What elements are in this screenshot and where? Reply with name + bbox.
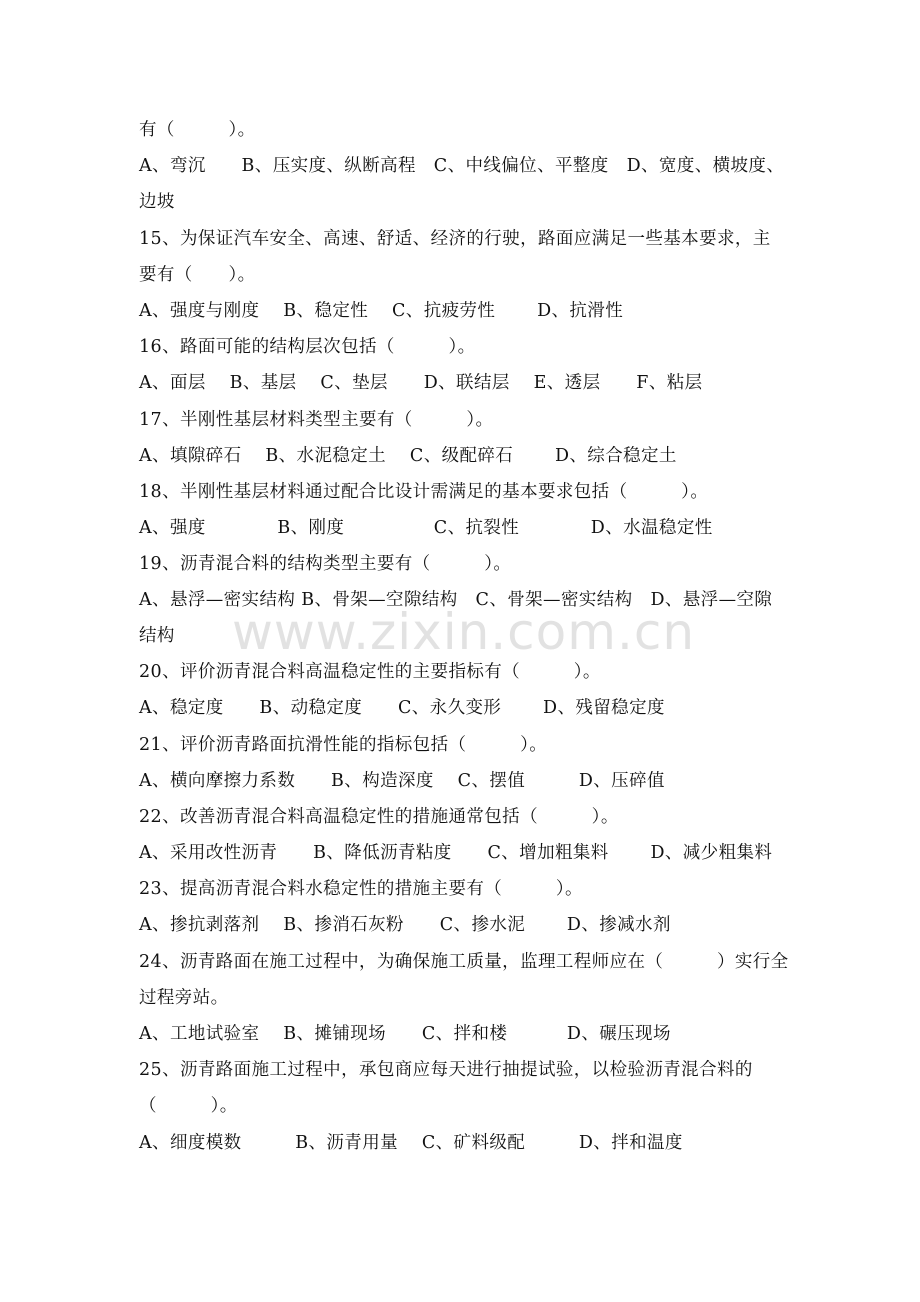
text-line: 过程旁站。	[139, 988, 229, 1008]
text-line: A、面层 B、基层 C、垫层 D、联结层 E、透层 F、粘层	[139, 373, 703, 393]
text-line: 22、改善沥青混合料高温稳定性的措施通常包括（ ）。	[139, 807, 619, 827]
text-line: 21、评价沥青路面抗滑性能的指标包括（ ）。	[139, 735, 548, 755]
text-line: A、强度 B、刚度 C、抗裂性 D、水温稳定性	[139, 518, 713, 538]
text-line: A、强度与刚度 B、稳定性 C、抗疲劳性 D、抗滑性	[139, 301, 624, 321]
text-line: 17、半刚性基层材料类型主要有（ ）。	[139, 410, 494, 430]
text-line: A、横向摩擦力系数 B、构造深度 C、摆值 D、压碎值	[139, 771, 665, 791]
text-line: 16、路面可能的结构层次包括（ ）。	[139, 337, 476, 357]
text-line: 有（ ）。	[139, 120, 256, 140]
text-line: A、弯沉 B、压实度、纵断高程 C、中线偏位、平整度 D、宽度、横坡度、	[139, 156, 785, 176]
text-line: A、稳定度 B、动稳定度 C、永久变形 D、残留稳定度	[139, 698, 665, 718]
text-line: （ ）。	[139, 1096, 238, 1116]
text-line: A、掺抗剥落剂 B、掺消石灰粉 C、掺水泥 D、掺减水剂	[139, 915, 671, 935]
text-line: 20、评价沥青混合料高温稳定性的主要指标有（ ）。	[139, 662, 601, 682]
text-line: 25、沥青路面施工过程中，承包商应每天进行抽提试验，以检验沥青混合料的	[139, 1060, 753, 1080]
text-line: A、悬浮—密实结构 B、骨架—空隙结构 C、骨架—密实结构 D、悬浮—空隙	[139, 590, 773, 610]
text-line: 15、为保证汽车安全、高速、舒适、经济的行驶，路面应满足一些基本要求，主	[139, 229, 771, 249]
text-line: A、工地试验室 B、摊铺现场 C、拌和楼 D、碾压现场	[139, 1024, 671, 1044]
text-line: 18、半刚性基层材料通过配合比设计需满足的基本要求包括（ ）。	[139, 482, 709, 502]
text-line: A、采用改性沥青 B、降低沥青粘度 C、增加粗集料 D、减少粗集料	[139, 843, 773, 863]
watermark-text: www.zixin.com.cn	[232, 603, 696, 661]
text-line: 24、沥青路面在施工过程中，为确保施工质量，监理工程师应在（ ）实行全	[139, 952, 789, 972]
text-line: A、细度模数 B、沥青用量 C、矿料级配 D、拌和温度	[139, 1133, 683, 1153]
text-line: A、填隙碎石 B、水泥稳定土 C、级配碎石 D、综合稳定土	[139, 446, 677, 466]
text-line: 边坡	[139, 192, 175, 212]
text-line: 19、沥青混合料的结构类型主要有（ ）。	[139, 554, 512, 574]
text-line: 23、提高沥青混合料水稳定性的措施主要有（ ）。	[139, 879, 583, 899]
text-line: 要有（ ）。	[139, 265, 256, 285]
text-line: 结构	[139, 626, 175, 646]
